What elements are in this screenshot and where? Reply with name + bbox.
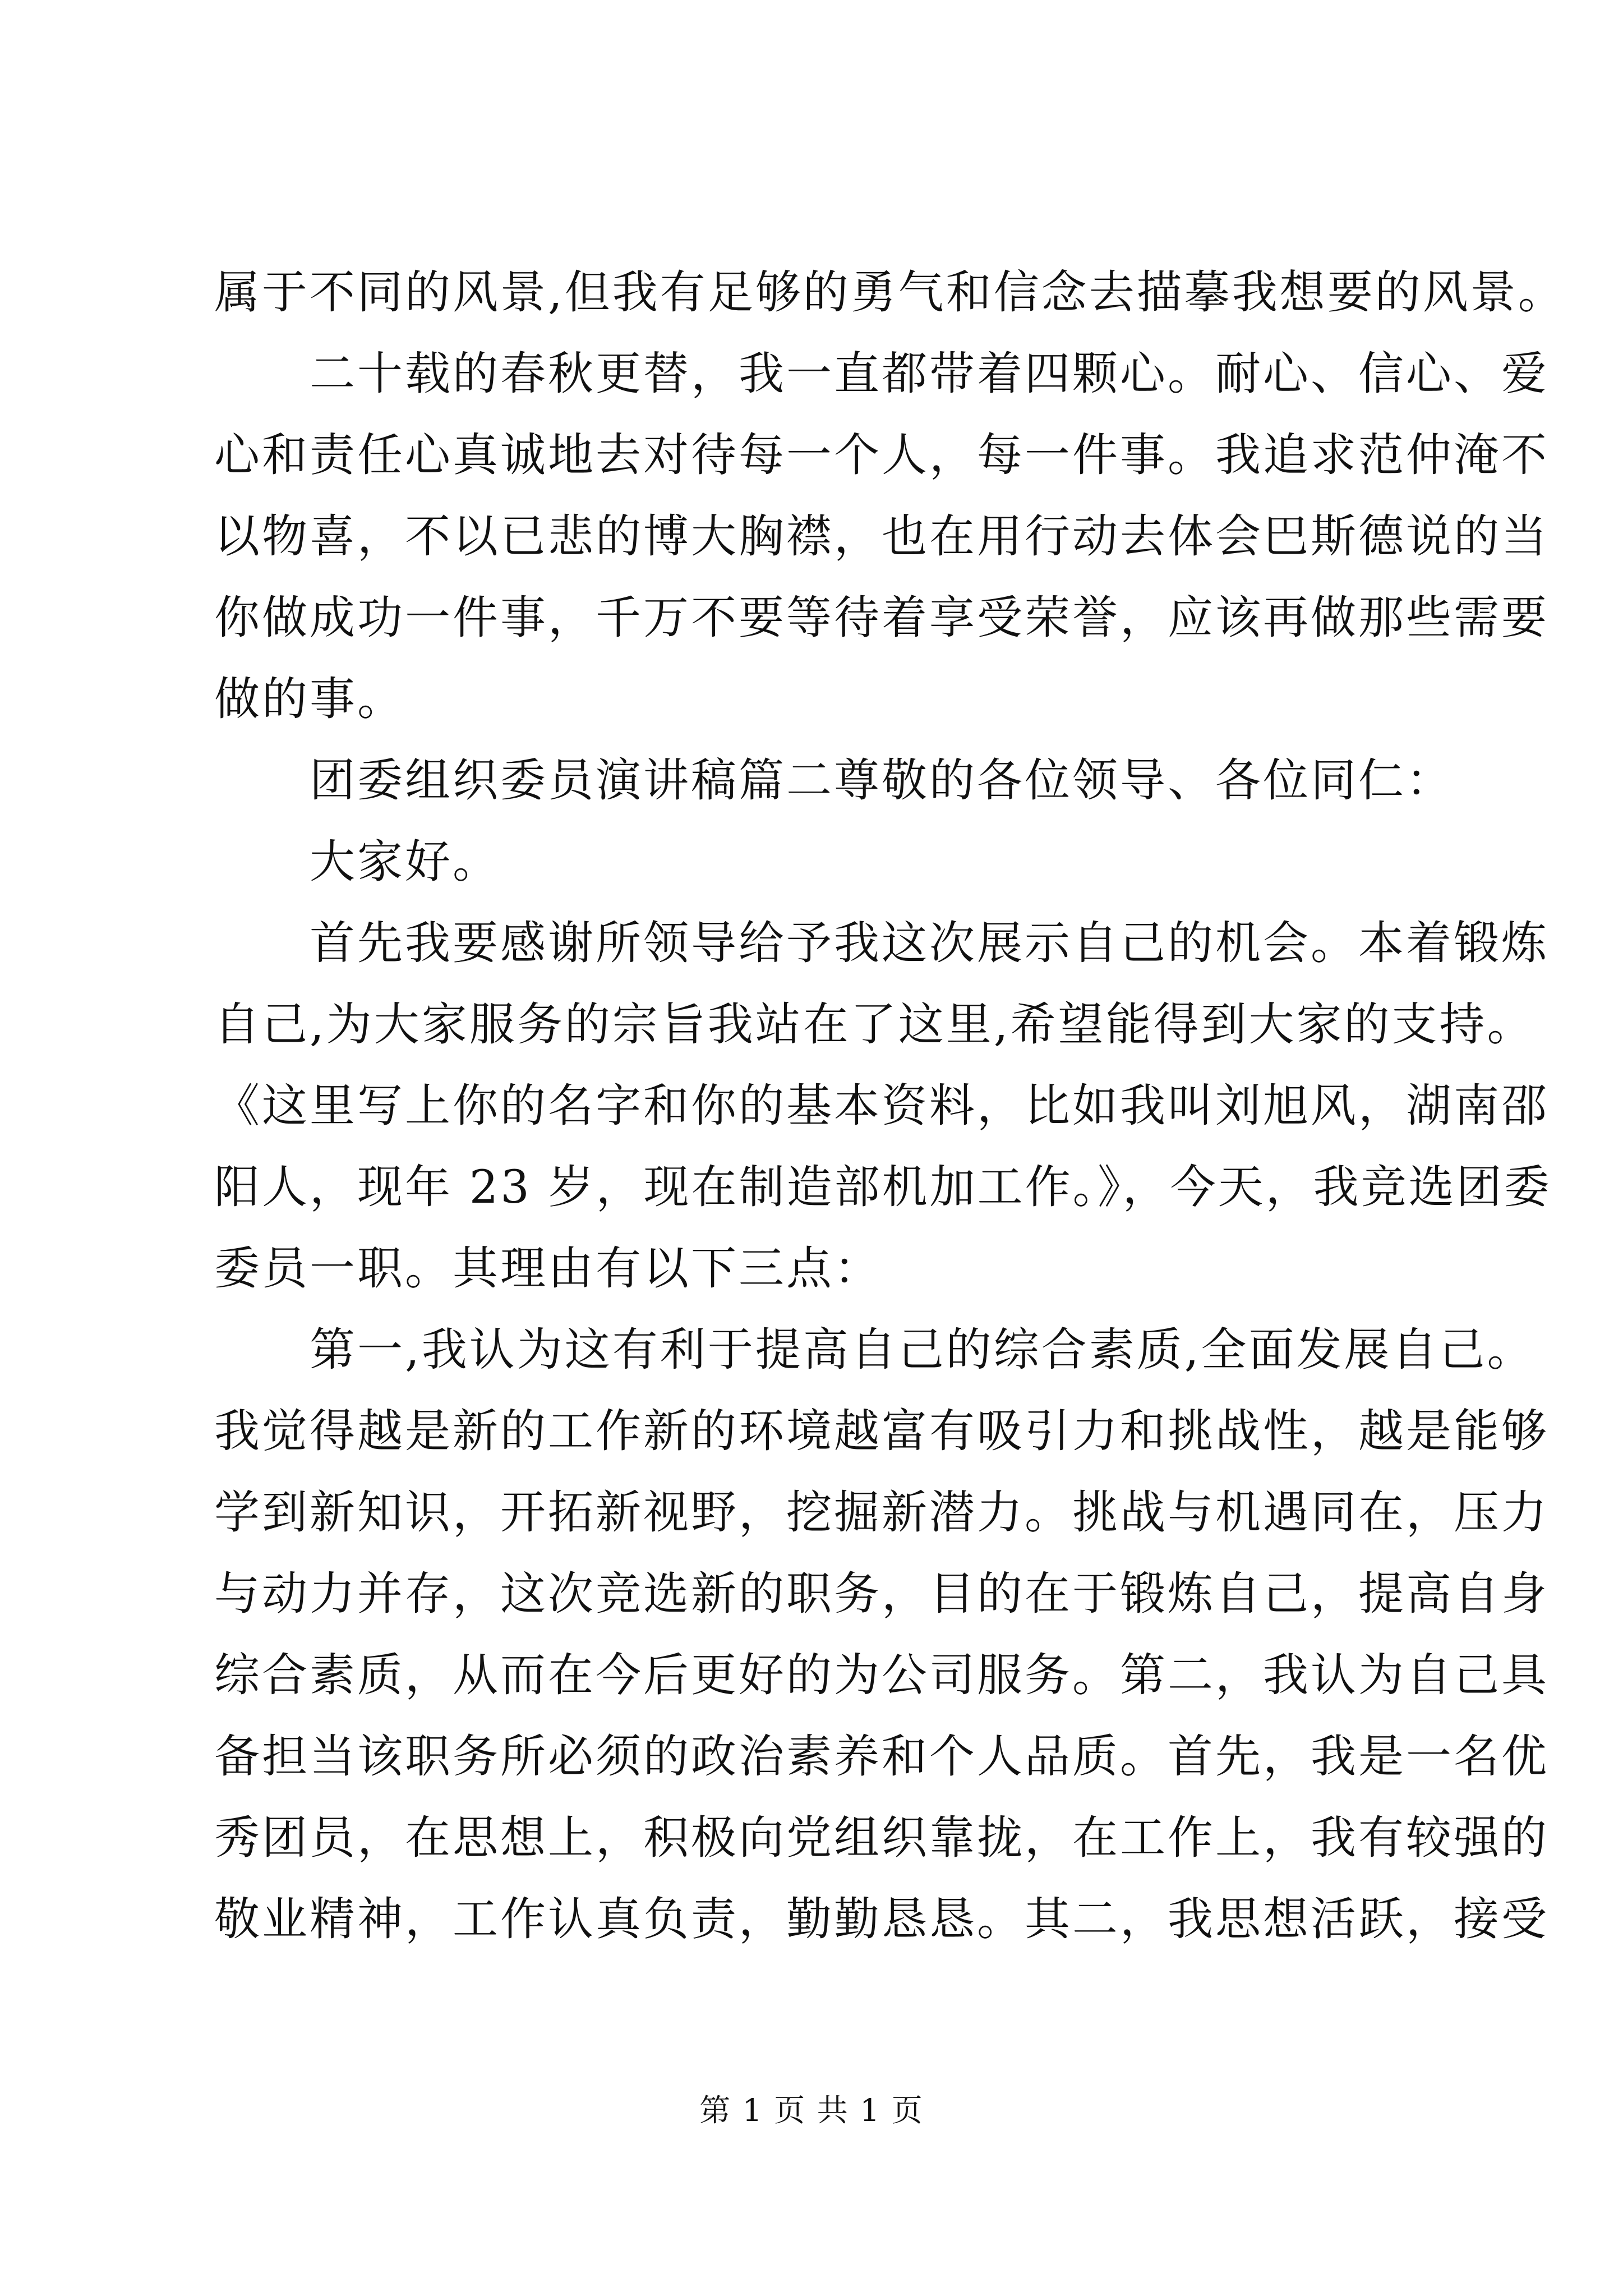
text-line-17: 与动力并存，这次竞选新的职务，目的在于锻炼自己，提高自身	[214, 1568, 1550, 1621]
text-line-4: 以物喜，不以已悲的博大胸襟，也在用行动去体会巴斯德说的当	[214, 510, 1550, 563]
text-line-3: 心和责任心真诚地去对待每一个人，每一件事。我追求范仲淹不	[214, 429, 1550, 482]
text-line-6: 做的事。	[214, 673, 405, 726]
text-line-14: 第一,我认为这有利于提高自己的综合素质,全面发展自己。	[310, 1324, 1535, 1377]
text-line-7: 团委组织委员演讲稿篇二尊敬的各位领导、各位同仁：	[310, 754, 1454, 807]
text-line-2: 二十载的春秋更替，我一直都带着四颗心。耐心、信心、爱	[310, 348, 1550, 401]
text-line-20: 秀团员，在思想上，积极向党组织靠拢，在工作上，我有较强的	[214, 1812, 1550, 1865]
text-line-16: 学到新知识，开拓新视野，挖掘新潜力。挑战与机遇同在，压力	[214, 1487, 1550, 1539]
text-line-12: 阳人，现年 23 岁，现在制造部机加工作。》，今天，我竞选团委	[214, 1161, 1552, 1214]
text-line-21: 敬业精神，工作认真负责，勤勤恳恳。其二，我思想活跃，接受	[214, 1893, 1550, 1946]
text-line-19: 备担当该职务所必须的政治素养和个人品质。首先，我是一名优	[214, 1731, 1550, 1783]
page-number-label: 第 1 页 共 1 页	[699, 2092, 924, 2128]
text-line-9: 首先我要感谢所领导给予我这次展示自己的机会。本着锻炼	[310, 917, 1550, 970]
text-line-11: 《这里写上你的名字和你的基本资料，比如我叫刘旭风，湖南邵	[214, 1080, 1550, 1133]
document-body	[214, 252, 1566, 1961]
page-footer	[0, 2086, 1623, 2130]
text-line-8: 大家好。	[310, 836, 501, 889]
text-line-18: 综合素质，从而在今后更好的为公司服务。第二，我认为自己具	[214, 1649, 1550, 1702]
text-line-15: 我觉得越是新的工作新的环境越富有吸引力和挑战性，越是能够	[214, 1405, 1550, 1458]
text-line-13: 委员一职。其理由有以下三点：	[214, 1243, 882, 1295]
text-line-10: 自己,为大家服务的宗旨我站在了这里,希望能得到大家的支持。	[214, 999, 1535, 1051]
text-line-1: 属于不同的风景,但我有足够的勇气和信念去描摹我想要的风景。	[214, 266, 1566, 319]
text-line-5: 你做成功一件事，千万不要等待着享受荣誉，应该再做那些需要	[214, 592, 1550, 645]
